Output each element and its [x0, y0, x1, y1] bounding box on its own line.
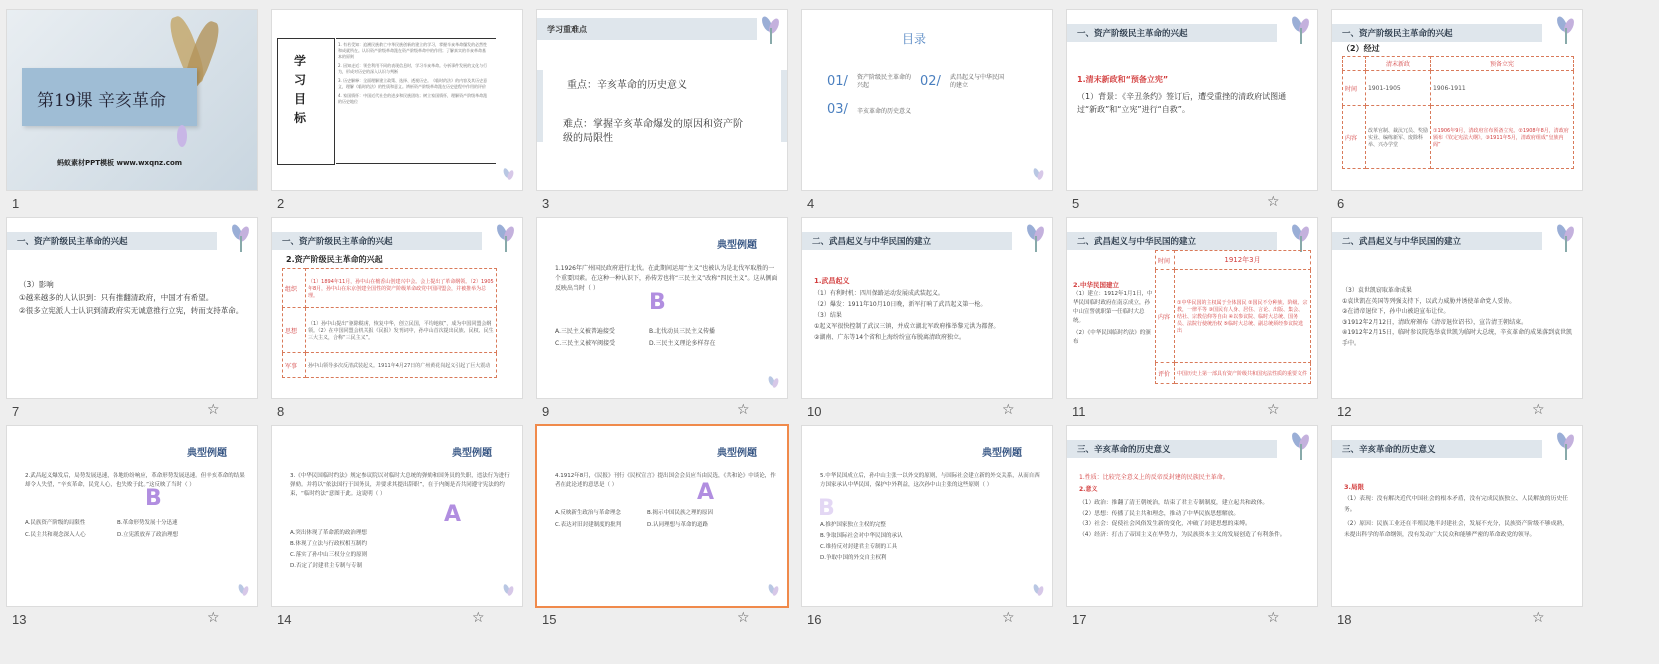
body-text: （1）背景：《辛丑条约》签订后，遭受重挫的清政府试图通过“新政”和“立宪”进行“自救”。: [1077, 92, 1287, 114]
slide-16[interactable]: [802, 426, 1052, 606]
star-icon[interactable]: ☆: [472, 610, 485, 626]
slide-thumb-18[interactable]: [1325, 416, 1605, 636]
option: D.争取中国的外交自主权利: [820, 555, 887, 561]
toc-item[interactable]: 资产阶级民主革命的兴起: [857, 74, 912, 89]
table-cell: ①中华民国的主权属于全体国民 ②国民不分种族、阶级、宗教，一律平等 ③国民有人身、居住、言论、出版、集会、结社、宗教信仰等自由 ④以参议院、临时大总统、国务员、法院行使统治权 ⑤临时大总统、副总统须经参议院选出: [1175, 270, 1311, 363]
difficult-point: 难点：掌握辛亥革命爆发的原因和资产阶级的局限性: [563, 119, 743, 144]
slide-number: 15: [542, 612, 557, 627]
flower-icon: [1552, 14, 1578, 44]
toc-number: 02/: [920, 74, 941, 89]
slide-title: 学习目标: [294, 54, 307, 125]
table-header: 预备立宪: [1431, 57, 1574, 71]
flower-icon: [502, 584, 516, 600]
slide-number: 12: [1337, 404, 1352, 419]
star-icon[interactable]: ☆: [737, 610, 750, 626]
option: B.揭示中国民族之理的原因: [647, 510, 714, 516]
body-text: ①起义军很快控制了武汉三镇，并成立湖北军政府推举黎元洪为都督。: [814, 323, 1000, 330]
section-subtitle: 1.清末新政和“预备立宪”: [1077, 75, 1169, 84]
option: B.争取国际社会对中华民国的承认: [820, 533, 903, 539]
objective-item: 3. 历史解释：全面理解建立政策、选择、透视历史。《临时约法》的内容及其历史意义，理解《临时约法》的性质和意义。辨析资产阶级革命派在历史进程中作用的评价: [338, 78, 488, 89]
body-text: （2）原因：民族工业还在半殖民地半封建社会，发展不充分，民族资产阶级不够成熟，未提出科学的革命纲领，没有发动广大民众和能够严密的革命政党的领导。: [1344, 521, 1568, 538]
table-cell: 时间: [1343, 71, 1366, 106]
answer-letter: B: [818, 496, 835, 521]
star-icon[interactable]: ☆: [1002, 610, 1015, 626]
slide-17[interactable]: [1067, 426, 1317, 606]
flower-icon: [1032, 584, 1046, 600]
table-cell: 内容: [1343, 106, 1366, 169]
event-table: [282, 268, 497, 378]
slide-title: 典型例题: [717, 448, 757, 459]
slide-thumb-5[interactable]: [1060, 0, 1340, 220]
body-text: 1.性质：比较完全意义上的反帝反封建的民族民主革命。: [1079, 474, 1229, 481]
flower-icon: [767, 376, 781, 392]
slide-thumb-13[interactable]: [0, 416, 280, 636]
option: A.民族资产阶级的局限性: [25, 520, 86, 526]
answer-letter: B: [649, 290, 666, 315]
slide-header: 二、武昌起义与中华民国的建立: [1077, 237, 1197, 247]
slide-number: 8: [277, 404, 285, 419]
slide-7[interactable]: [7, 218, 257, 398]
slide-title: 典型例题: [982, 448, 1022, 459]
star-icon[interactable]: ☆: [1532, 402, 1545, 418]
option: A.反映新生政治与革命理念: [555, 510, 621, 516]
slide-title: 典型例题: [452, 448, 492, 459]
slide-title: 第19课 辛亥革命: [37, 91, 167, 111]
slide-thumb-10[interactable]: [795, 208, 1075, 428]
objective-item: 4. 家国情怀：中国近代社会的进步和民族团结；树立家国情怀，理解资产阶级革命派的历史地位: [338, 93, 488, 104]
slide-6[interactable]: [1332, 10, 1582, 190]
option: C.民主共和观念深入人心: [25, 532, 86, 538]
table-cell: 1906-1911: [1431, 71, 1574, 106]
table-cell: 思想: [283, 308, 306, 353]
option: D.三民主义理论多样存在: [649, 340, 716, 347]
slide-number: 17: [1072, 612, 1087, 627]
option: B.北伐动员三民主义传播: [649, 328, 716, 335]
slide-number: 5: [1072, 196, 1080, 211]
body-text: （4）经济：打击了帝国主义在华势力，为民族资本主义的发展创造了有利条件。: [1079, 531, 1286, 538]
question-text: 1.1926年广州国民政府进行北伐。在此期间运用“主义”也被认为是北伐军取胜的一个重要因素。在这种一种认识下，孙传芳也将“三民主义”改称“四民主义”。这从侧面反映出当时（ ）: [555, 265, 778, 292]
body-text: ①袁世凯在英国等列强支持下，以武力威胁并诱使革命党人妥协。: [1342, 297, 1516, 305]
body-text: 2.意义: [1079, 486, 1098, 493]
slide-thumb-4[interactable]: [795, 0, 1075, 220]
slide-15[interactable]: [537, 426, 787, 606]
question-text: 2.武昌起义爆发后，局势发展迅速，各地纷纷响应，革命形势发展迅速。但辛亥革命的结果却令人失望，“辛亥革命，民党人心，也失败于此。”这反映了当时（ ）: [25, 473, 245, 488]
body-text: （2）思想：传播了民主共和理念，推动了中华民族思想解放。: [1079, 510, 1240, 517]
slide-thumb-6[interactable]: [1325, 0, 1605, 220]
slide-thumb-8[interactable]: [265, 208, 545, 428]
answer-letter: B: [145, 486, 162, 511]
slide-number: 11: [1072, 404, 1086, 419]
table-cell: 改革官制、裁汰冗员、奖励实业、编练新军、废除科举、兴办学堂: [1366, 106, 1431, 169]
section-subtitle: 1.武昌起义: [814, 277, 850, 285]
slide-title: 典型例题: [187, 448, 227, 459]
slide-header: 三、辛亥革命的历史意义: [1342, 445, 1436, 455]
slide-5[interactable]: [1067, 10, 1317, 190]
slide-header: 一、资产阶级民主革命的兴起: [282, 237, 393, 247]
table-cell: 组织: [283, 269, 306, 308]
slide-thumb-12[interactable]: [1325, 208, 1605, 428]
slide-thumb-2[interactable]: [265, 0, 545, 220]
question-text: 3.《中华民国临时约法》规定参议院以对临时大总统的弹劾和国务员的失职，违法行为进行弹劾。并将以“依法国行于国务员，并要求其提出辞职”，在于内阁是否共同遵守宪法的约束，“临时约法”意图于此。这说明（ ）: [290, 473, 510, 497]
slide-thumb-16[interactable]: [795, 416, 1075, 636]
toc-number: 03/: [827, 102, 848, 117]
star-icon[interactable]: ☆: [1267, 194, 1280, 210]
slide-header: 一、资产阶级民主革命的兴起: [17, 237, 128, 247]
slide-number: 3: [542, 196, 550, 211]
slide-number: 18: [1337, 612, 1352, 627]
flower-icon: [227, 222, 253, 252]
slide-number: 1: [12, 196, 20, 211]
slide-number: 14: [277, 612, 292, 627]
option: A.突出体现了革命派的政治理想: [290, 530, 367, 536]
slide-number: 13: [12, 612, 27, 627]
option: B.革命形势发展十分迅速: [117, 520, 178, 526]
answer-letter: A: [697, 480, 715, 505]
section-subtitle: 2.中华民国建立: [1073, 281, 1119, 289]
answer-letter: A: [444, 502, 462, 527]
slide-header: 三、辛亥革命的历史意义: [1077, 445, 1171, 455]
slide-thumb-7[interactable]: [0, 208, 280, 428]
slide-10[interactable]: [802, 218, 1052, 398]
option: B.体现了立法与行政权相互制约: [290, 541, 368, 547]
option: D.立宪派放弃了政治理想: [117, 532, 178, 538]
slide-14[interactable]: [272, 426, 522, 606]
toc-item[interactable]: 武昌起义与中华民国的建立: [950, 74, 1005, 89]
star-icon[interactable]: ☆: [1267, 402, 1280, 418]
star-icon[interactable]: ☆: [1532, 610, 1545, 626]
objective-item: 1. 有若受知：追溯民族救亡中华民族创新的建立的学习，掌握辛亥革命爆发的必然性和成就所在。认识资产阶级革命派在资产阶级革命中的作用；了解真实的辛亥革命基本的原则: [338, 42, 488, 59]
toc-item[interactable]: 辛亥革命的历史意义: [857, 108, 912, 115]
slide-header: 一、资产阶级民主革命的兴起: [1342, 29, 1453, 39]
slide-thumb-9[interactable]: [530, 208, 810, 428]
slide-thumb-14[interactable]: [265, 416, 545, 636]
flower-icon: [767, 584, 781, 600]
flower-icon: [492, 222, 518, 252]
slide-number: 16: [807, 612, 822, 627]
comparison-table: [1342, 56, 1574, 169]
body-text: （1）表现：没有解决近代中国社会的根本矛盾，没有完成民族独立、人民解放的历史任务。: [1344, 496, 1568, 513]
option: D.认同理想与革命的道路: [647, 522, 708, 528]
toc-number: 01/: [827, 74, 848, 89]
body-text: （1）政治：推翻了清王朝统治，结束了君主专制制度，建立起共和政体。: [1079, 500, 1269, 506]
slide-number: 2: [277, 196, 285, 211]
slide-thumb-3[interactable]: [530, 0, 810, 220]
flower-icon: [237, 584, 251, 600]
constitution-table: [1155, 250, 1311, 384]
body-text: （3）结果: [814, 312, 842, 319]
body-text: ④1912年2月15日，临时参议院选举袁世凯为临时大总统，辛亥革命的成果落到袁世凯手中。: [1342, 329, 1573, 347]
slide-9[interactable]: [537, 218, 787, 398]
body-text: （2）《中华民国临时约法》的颁布: [1073, 330, 1151, 345]
table-cell: 孙中山领导多次反清武装起义。1911年4月27日的广州黄花岗起义引起了巨大震动: [306, 353, 497, 378]
table-header: 清末新政: [1366, 57, 1431, 71]
body-text: ②很多立宪派人士认识到清政府实无诚意推行立宪，转而支持革命。: [19, 306, 244, 315]
option: C.落实了孙中山三权分立的原则: [290, 552, 368, 558]
table-cell: ①1906年9月，清政府宣布预备立宪。②1908年8月，清政府颁布《钦定宪法大纲》。③1911年5月，清政府组成“皇族内阁”: [1431, 106, 1574, 169]
key-point: 重点：辛亥革命的历史意义: [567, 80, 687, 91]
slide-thumb-1[interactable]: [0, 0, 280, 220]
flower-icon: [757, 14, 783, 44]
table-cell: 军事: [283, 353, 306, 378]
section-subtitle: 2.资产阶级民主革命的兴起: [286, 255, 383, 264]
slide-thumb-17[interactable]: [1060, 416, 1340, 636]
table-cell: 评价: [1156, 363, 1175, 384]
star-icon[interactable]: ☆: [207, 610, 220, 626]
body-text: （3）袁世凯窃取革命成果: [1342, 287, 1412, 294]
flower-icon: [1287, 430, 1313, 460]
slide-number: 7: [12, 404, 20, 419]
table-cell: 内容: [1156, 270, 1175, 363]
option: A.推护国家独立主权的完整: [820, 522, 886, 528]
body-text: ②在清帝退位下，孙中山被迫宣布让位。: [1342, 308, 1450, 315]
slide-4[interactable]: [802, 10, 1052, 190]
body-text: （2）爆发：1911年10月10日晚，新军打响了武昌起义第一枪。: [814, 301, 987, 308]
star-icon[interactable]: ☆: [737, 402, 750, 418]
slide-header: 一、资产阶级民主革命的兴起: [1077, 29, 1188, 39]
slide-thumb-11[interactable]: [1060, 208, 1340, 428]
table-cell: 中国历史上第一部具有资产阶级共和国宪法性质的重要文件: [1175, 363, 1311, 384]
body-text: （1）有利时机：四川保路运动发展成武装起义。: [814, 290, 944, 297]
slide-number: 6: [1337, 196, 1345, 211]
option: A.三民主义被普遍接受: [555, 328, 615, 335]
question-text: 5.中华民国成立后，孙中山主张一以外交的原则，与国际社会建立新的外交关系，从而自西方国家承认中华民国，保护中外利益，这次孙中山主张的这些原则（ ）: [820, 473, 1040, 488]
option: C.表达对旧封建制度的批判: [555, 522, 622, 528]
star-icon[interactable]: ☆: [1267, 610, 1280, 626]
star-icon[interactable]: ☆: [1002, 402, 1015, 418]
star-icon[interactable]: ☆: [207, 402, 220, 418]
slide-title: 目录: [902, 32, 927, 46]
slide-thumb-15[interactable]: [530, 416, 810, 636]
flower-icon: [1022, 222, 1048, 252]
slide-8[interactable]: [272, 218, 522, 398]
slide-title: 典型例题: [717, 240, 757, 251]
table-cell: （1）孙中山提出“驱除鞑虏，恢复中华，创立民国，平均地权”，成为中国同盟会纲领。（2）在中国同盟会机关报《民报》发刊词中，孙中山首次提出民族、民权、民生三大主义，合称“三民主义”。: [306, 308, 497, 353]
body-text: ③1912年2月12日，清政府颁布《清帝退位诏书》，宣告清王朝结束。: [1342, 318, 1528, 326]
question-text: 4.1912年8月，《民报》刊行《民权宣言》提出国会会员应当由民选，《共和论》中谈论，作者在此论述的意思是（ ）: [555, 473, 776, 488]
option: D.否定了封建君主专制与专制: [290, 563, 362, 569]
slide-3[interactable]: [537, 10, 787, 190]
body-text: （1）建立：1912年1月1日，中华民国临时政府在南京成立，孙中山宣誓就职第一任临时大总统。: [1073, 291, 1153, 324]
flower-icon: [502, 168, 516, 184]
slide-number: 9: [542, 404, 550, 419]
flower-icon: [1287, 14, 1313, 44]
table-cell: （1）1894年11月，孙中山在檀香山创建兴中会。会上提出了革命纲领。（2）1905年8月，孙中山在东京创建全国性的资产阶级革命政党中国同盟会，并被推举为总理。: [306, 269, 497, 308]
flower-icon: [1032, 168, 1046, 184]
option: C.维持反对封建君主专制的工具: [820, 544, 898, 550]
slide-label: 学习重难点: [547, 25, 587, 34]
slide-12[interactable]: [1332, 218, 1582, 398]
flower-icon: [1552, 430, 1578, 460]
table-cell: 1912年3月: [1175, 251, 1311, 270]
table-cell: 1901-1905: [1366, 71, 1431, 106]
option: C.三民主义被军阀接受: [555, 340, 616, 347]
body-text: （3）影响: [19, 280, 54, 289]
section-subtitle: （2）经过: [1342, 44, 1380, 53]
slide-11[interactable]: [1067, 218, 1317, 398]
body-text: （3）社会：促使社会风俗发生新的变化，冲破了封建思想的束缚。: [1079, 521, 1251, 527]
slide-number: 10: [807, 404, 822, 419]
slide-2[interactable]: [272, 10, 522, 190]
slide-header: 二、武昌起义与中华民国的建立: [812, 237, 932, 247]
table-cell: 时间: [1156, 251, 1175, 270]
slide-footer: 蚂蚁素材PPT模板 www.wxqnz.com: [57, 159, 183, 167]
slide-13[interactable]: [7, 426, 257, 606]
slide-18[interactable]: [1332, 426, 1582, 606]
slide-1[interactable]: [7, 10, 257, 190]
objective-item: 2. 因知走近：领会利用不同的表现信息时，学习辛亥革命。分析事件发展的文化与行为，形成对历史的深入认识与判断: [338, 63, 488, 74]
section-subtitle: 3.局限: [1344, 483, 1364, 491]
slide-header: 二、武昌起义与中华民国的建立: [1342, 237, 1462, 247]
body-text: ②湖南、广东等14个省和上海纷纷宣布脱离清政府独立。: [814, 334, 966, 341]
slide-number: 4: [807, 196, 815, 211]
flower-icon: [1552, 222, 1578, 252]
flower-icon: [1287, 222, 1313, 252]
body-text: ①越来越多的人认识到：只有推翻清政府，中国才有希望。: [19, 293, 214, 302]
